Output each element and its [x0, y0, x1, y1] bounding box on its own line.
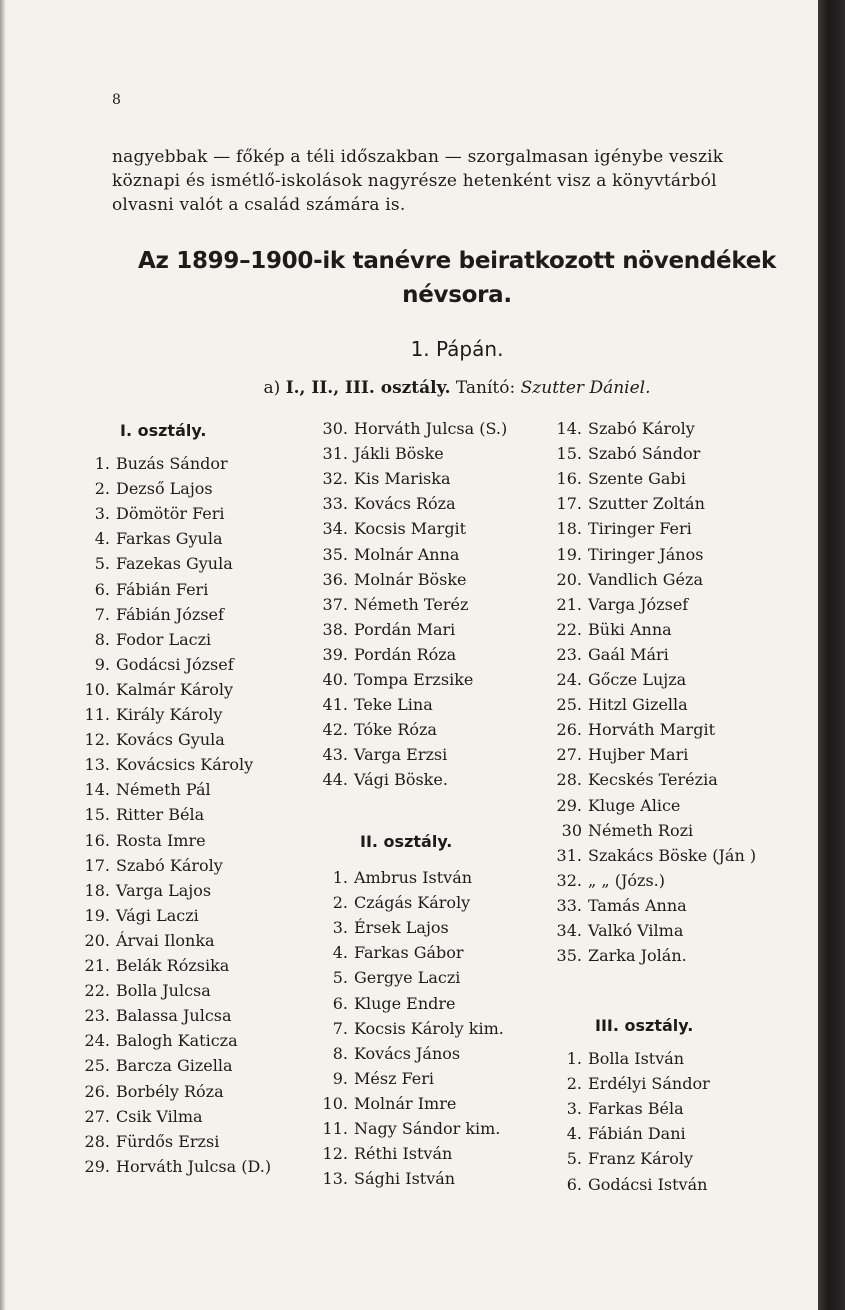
list-item: [80, 479, 213, 499]
list-item-number: 35.: [556, 946, 582, 966]
list-item-name: Fábián Feri: [116, 579, 209, 599]
list-item-name: Gergye Laczi: [354, 968, 461, 988]
list-item-name: Hujber Mari: [588, 745, 689, 765]
list-item: [318, 968, 460, 988]
list-item: [318, 519, 466, 539]
list-item-name: Pordán Mari: [354, 619, 456, 639]
list-item-name: Rosta Imre: [116, 830, 206, 850]
list-item: [318, 1119, 500, 1139]
page-gutter-shadow: [0, 0, 6, 1310]
list-item: [80, 956, 229, 976]
list-item-name: Szutter Zoltán: [588, 494, 705, 514]
list-item-number: 22.: [84, 981, 110, 1001]
list-item: [318, 943, 464, 963]
list-item-number: 13.: [84, 755, 110, 775]
list-item: [552, 469, 686, 489]
list-item-name: Kocsis Károly kim.: [354, 1018, 504, 1038]
list-item-number: 27.: [84, 1106, 110, 1126]
list-item-number: 28.: [556, 770, 582, 790]
list-item: [80, 1082, 224, 1102]
list-item: [552, 1049, 684, 1069]
list-item-name: Fábián József: [116, 604, 224, 624]
list-item: [318, 469, 451, 489]
list-item: [552, 545, 703, 565]
list-item: [552, 846, 756, 866]
list-item-number: 7.: [332, 1018, 348, 1038]
list-item-name: Bolla István: [588, 1049, 685, 1068]
list-item: [80, 931, 215, 951]
list-item-number: 10.: [84, 679, 110, 699]
list-item-name: Farkas Béla: [588, 1099, 684, 1119]
list-item: [552, 1124, 686, 1144]
list-item-number: 8.: [332, 1043, 348, 1063]
list-item-name: Tiringer Feri: [588, 519, 692, 539]
list-item: [318, 918, 449, 938]
list-item-number: 30.: [322, 419, 348, 438]
list-item: [318, 720, 437, 740]
list-item-number: 44.: [322, 770, 348, 790]
list-item: [552, 720, 715, 740]
list-item: [318, 1044, 460, 1064]
list-item: [80, 554, 233, 574]
list-item-name: Szakács Böske (Ján ): [588, 845, 757, 865]
list-item: [80, 780, 211, 800]
list-item-name: Balogh Katicza: [116, 1031, 238, 1051]
list-item-number: 6.: [566, 1174, 582, 1194]
list-item: [80, 504, 225, 524]
list-item-name: Valkó Vilma: [588, 921, 684, 940]
list-item-number: 9.: [94, 654, 110, 674]
list-item-name: Vági Laczi: [116, 905, 199, 925]
list-item: [80, 856, 223, 876]
list-item-number: 22.: [556, 619, 582, 639]
list-item-name: Réthi István: [354, 1144, 453, 1164]
list-item-number: 4.: [94, 529, 110, 549]
list-item-number: 6.: [332, 993, 348, 1013]
list-item-number: 8.: [94, 629, 110, 649]
list-item: [318, 1019, 504, 1039]
list-item: [318, 620, 455, 640]
list-item: [552, 1074, 710, 1094]
teacher-label: Tanító:: [455, 378, 516, 398]
list-item-number: 30: [561, 820, 582, 840]
list-item: [80, 454, 228, 474]
section-heading: [112, 378, 802, 398]
list-item-number: 34.: [322, 519, 348, 539]
page-title: [112, 244, 802, 312]
list-item: [552, 921, 683, 941]
list-item: [80, 755, 253, 775]
list-item-number: 31.: [556, 845, 582, 865]
list-item-number: 5.: [566, 1149, 582, 1169]
class-heading-3: III. osztály.: [595, 1016, 694, 1035]
page-number: 8: [112, 92, 121, 108]
list-item: [318, 695, 433, 715]
list-item-name: Tamás Anna: [588, 895, 687, 915]
list-item: [552, 570, 703, 590]
list-item: [552, 745, 688, 765]
list-item: [80, 1031, 238, 1051]
list-item: [552, 444, 700, 464]
list-item-name: Büki Anna: [588, 619, 672, 639]
list-item: [80, 605, 224, 625]
list-item-name: Ambrus István: [354, 868, 473, 887]
list-item-name: Tompa Erzsike: [354, 670, 474, 689]
list-item-name: Molnár Imre: [354, 1093, 457, 1113]
list-item-name: Szente Gabi: [588, 469, 686, 489]
list-item-number: 42.: [322, 720, 348, 740]
list-item: [318, 770, 448, 790]
scan-edge: [818, 0, 845, 1310]
list-item: [552, 1175, 707, 1195]
list-item-name: Csik Vilma: [116, 1106, 203, 1126]
list-item: [552, 695, 688, 715]
list-item-name: Tóke Róza: [354, 720, 437, 740]
list-item-number: 12.: [84, 730, 110, 750]
list-item-name: Németh Teréz: [354, 594, 469, 614]
list-item-name: Horváth Margit: [588, 720, 715, 740]
list-item: [80, 630, 211, 650]
list-item: [318, 419, 507, 439]
list-item-name: Kovácsics Károly: [116, 755, 254, 775]
list-item-number: 31.: [322, 444, 348, 464]
list-item-number: 3.: [566, 1099, 582, 1119]
section-classes: I., II., III. osztály.: [285, 378, 451, 398]
list-item-number: 26.: [84, 1081, 110, 1101]
list-item-number: 18.: [556, 519, 582, 539]
list-item-name: Varga Erzsi: [354, 745, 448, 765]
list-item: [552, 896, 687, 916]
list-item-number: 11.: [322, 1119, 348, 1138]
list-item-number: 2.: [566, 1074, 582, 1094]
list-item-name: Molnár Anna: [354, 544, 460, 564]
list-item-number: 4.: [566, 1124, 582, 1144]
list-item-number: 7.: [94, 604, 110, 624]
list-item: [318, 1094, 456, 1114]
list-item-name: Horváth Julcsa (D.): [116, 1156, 272, 1176]
list-item-name: Bolla Julcsa: [116, 981, 211, 1001]
list-item-name: Németh Pál: [116, 780, 211, 800]
list-item-number: 1.: [566, 1049, 582, 1068]
list-item-name: Dömötör Feri: [116, 504, 225, 524]
list-item-name: Teke Lina: [354, 695, 433, 715]
list-item-number: 32.: [556, 870, 582, 890]
list-item-name: Jákli Böske: [354, 444, 444, 464]
list-item-number: 1.: [332, 868, 348, 887]
list-item: [318, 868, 472, 888]
list-item-name: Molnár Böske: [354, 569, 467, 589]
list-item: [552, 419, 695, 439]
list-item: [552, 871, 665, 891]
list-item-name: Barcza Gizella: [116, 1056, 233, 1076]
list-item-name: Godácsi József: [116, 654, 234, 674]
list-item: [80, 1157, 271, 1177]
list-item: [318, 994, 456, 1014]
list-item: [318, 893, 470, 913]
list-item: [318, 545, 459, 565]
list-item: [80, 981, 211, 1001]
list-item-number: 20.: [84, 930, 110, 950]
list-item-name: Szabó Károly: [588, 419, 695, 438]
class-heading-2: II. osztály.: [360, 832, 453, 851]
list-item: [80, 1006, 232, 1026]
list-item-number: 34.: [556, 921, 582, 940]
section-prefix: a): [263, 378, 281, 398]
list-item-number: 10.: [322, 1093, 348, 1113]
list-item: [80, 1132, 219, 1152]
list-item-number: 25.: [556, 695, 582, 715]
list-item-name: Kecskés Terézia: [588, 770, 718, 790]
list-item-name: Farkas Gyula: [116, 529, 223, 549]
list-item-name: Kovács János: [354, 1043, 461, 1063]
list-item-name: Kis Mariska: [354, 469, 451, 489]
list-item: [318, 595, 468, 615]
list-item-number: 14.: [556, 419, 582, 438]
list-item-name: Horváth Julcsa (S.): [354, 419, 508, 438]
list-item-number: 12.: [322, 1144, 348, 1164]
list-item: [552, 620, 672, 640]
list-item-name: Godácsi István: [588, 1174, 708, 1194]
list-item-number: 25.: [84, 1056, 110, 1076]
list-item-number: 11.: [84, 705, 110, 724]
list-item-number: 33.: [556, 895, 582, 915]
list-item-name: Kalmár Károly: [116, 679, 233, 699]
list-item-number: 15.: [84, 805, 110, 825]
list-item-name: Vandlich Géza: [588, 569, 703, 589]
class-heading-1: I. osztály.: [120, 421, 207, 440]
list-item-name: Fodor Laczi: [116, 629, 212, 649]
list-item-name: Kluge Alice: [588, 795, 681, 815]
list-item-name: Nagy Sándor kim.: [354, 1119, 501, 1138]
list-item: [552, 770, 718, 790]
list-item-name: Király Károly: [116, 705, 223, 724]
list-item-name: Buzás Sándor: [116, 454, 228, 473]
title-line-2: névsora.: [402, 282, 512, 308]
list-item-name: Borbély Róza: [116, 1081, 224, 1101]
list-item-name: Farkas Gábor: [354, 943, 464, 963]
intro-line-2: köznapi és ismétlő-iskolások nagyrésze hetenként visz a könyvtárból: [112, 171, 717, 191]
list-item-name: Gőcze Lujza: [588, 670, 687, 689]
list-item-number: 4.: [332, 943, 348, 963]
list-item-number: 21.: [556, 594, 582, 614]
list-item: [318, 1069, 434, 1089]
list-item-name: Sághi István: [354, 1169, 456, 1189]
list-item-name: „ „ (Józs.): [588, 870, 666, 890]
list-item-name: Zarka Jolán.: [588, 946, 687, 966]
list-item: [318, 645, 456, 665]
list-item-name: Kluge Endre: [354, 993, 456, 1013]
list-item-number: 3.: [94, 504, 110, 524]
list-item-number: 17.: [84, 855, 110, 875]
list-item-name: Belák Rózsika: [116, 956, 230, 975]
list-item-number: 37.: [322, 594, 348, 614]
list-item: [80, 906, 199, 926]
list-item: [80, 1107, 203, 1127]
list-item: [318, 494, 456, 514]
intro-line-1: nagyebbak — főkép a téli időszakban — szorgalmasan igénybe veszik: [112, 147, 724, 167]
list-item: [318, 1144, 452, 1164]
list-item-number: 33.: [322, 494, 348, 514]
list-item-number: 16.: [556, 469, 582, 489]
list-item-number: 26.: [556, 720, 582, 740]
list-item-number: 38.: [322, 619, 348, 639]
list-item-name: Fazekas Gyula: [116, 554, 233, 574]
list-item-number: 2.: [332, 893, 348, 913]
list-item-name: Erdélyi Sándor: [588, 1074, 710, 1094]
list-item: [80, 881, 211, 901]
list-item-name: Szabó Sándor: [588, 444, 701, 464]
list-item-name: Balassa Julcsa: [116, 1006, 232, 1026]
list-item: [80, 831, 206, 851]
list-item: [80, 805, 204, 825]
list-item-name: Mész Feri: [354, 1068, 435, 1088]
list-item-name: Fürdős Erzsi: [116, 1131, 220, 1151]
list-item-name: Dezső Lajos: [116, 479, 213, 499]
list-item-number: 17.: [556, 494, 582, 514]
list-item-name: Kocsis Margit: [354, 519, 467, 539]
list-item-number: 5.: [332, 968, 348, 988]
list-item-number: 16.: [84, 830, 110, 850]
list-item: [552, 645, 669, 665]
list-item-name: Gaál Mári: [588, 644, 669, 664]
list-item-name: Vági Böske.: [354, 770, 448, 790]
list-item: [80, 680, 233, 700]
list-item: [318, 670, 473, 690]
list-item-number: 43.: [322, 745, 348, 765]
list-item: [552, 1149, 693, 1169]
list-item-name: Tiringer János: [588, 544, 704, 564]
list-item-name: Érsek Lajos: [354, 918, 449, 938]
intro-line-3: olvasni valót a család számára is.: [112, 195, 406, 215]
list-item-number: 19.: [556, 544, 582, 564]
list-item: [80, 730, 225, 750]
list-item-name: Pordán Róza: [354, 644, 457, 664]
list-item-name: Kovács Róza: [354, 494, 456, 514]
list-item-number: 27.: [556, 745, 582, 765]
list-item-number: 21.: [84, 956, 110, 975]
list-item-name: Franz Károly: [588, 1149, 694, 1169]
list-item: [552, 595, 688, 615]
list-item-number: 23.: [556, 644, 582, 664]
list-item-name: Varga Lajos: [116, 880, 212, 900]
list-item-number: 18.: [84, 880, 110, 900]
list-item-number: 1.: [94, 454, 110, 473]
list-item-name: Czágás Károly: [354, 893, 471, 913]
list-item-number: 29.: [84, 1156, 110, 1176]
list-item-number: 5.: [94, 554, 110, 574]
place-heading: 1. Pápán.: [410, 337, 504, 361]
list-item: [552, 1099, 684, 1119]
list-item-number: 28.: [84, 1131, 110, 1151]
list-item-number: 36.: [322, 569, 348, 589]
list-item: [80, 580, 208, 600]
list-item-number: 9.: [332, 1068, 348, 1088]
list-item-name: Ritter Béla: [116, 805, 205, 825]
list-item-number: 2.: [94, 479, 110, 499]
list-item-number: 39.: [322, 644, 348, 664]
list-item: [552, 670, 686, 690]
list-item-number: 6.: [94, 579, 110, 599]
list-item: [318, 1169, 455, 1189]
list-item: [552, 494, 705, 514]
list-item-name: Németh Rozi: [588, 820, 694, 840]
list-item-number: 41.: [322, 695, 348, 715]
list-item-name: Kovács Gyula: [116, 730, 225, 750]
list-item-number: 14.: [84, 780, 110, 800]
list-item-number: 32.: [322, 469, 348, 489]
list-item: [318, 444, 444, 464]
list-item-name: Szabó Károly: [116, 855, 223, 875]
list-item-number: 24.: [556, 670, 582, 689]
title-line-1: Az 1899–1900-ik tanévre beiratkozott növendékek: [137, 248, 777, 274]
list-item: [318, 745, 447, 765]
list-item: [552, 519, 692, 539]
list-item: [80, 655, 234, 675]
list-item-number: 19.: [84, 905, 110, 925]
list-item-number: 13.: [322, 1169, 348, 1189]
list-item-name: Fábián Dani: [588, 1124, 686, 1144]
list-item-name: Hitzl Gizella: [588, 695, 688, 715]
list-item: [80, 1056, 233, 1076]
list-item: [552, 821, 693, 841]
list-item-name: Árvai Ilonka: [116, 930, 215, 950]
list-item-number: 3.: [332, 918, 348, 938]
list-item: [552, 946, 687, 966]
list-item: [318, 570, 466, 590]
list-item-number: 29.: [556, 795, 582, 815]
list-item-number: 24.: [84, 1031, 110, 1051]
list-item-name: Varga József: [588, 594, 689, 614]
list-item: [80, 529, 223, 549]
list-item: [552, 796, 680, 816]
list-item-number: 23.: [84, 1006, 110, 1026]
list-item-number: 40.: [322, 670, 348, 689]
list-item-number: 20.: [556, 569, 582, 589]
teacher-name: Szutter Dániel.: [520, 378, 651, 398]
list-item-number: 15.: [556, 444, 582, 464]
list-item-number: 35.: [322, 544, 348, 564]
list-item: [80, 705, 222, 725]
